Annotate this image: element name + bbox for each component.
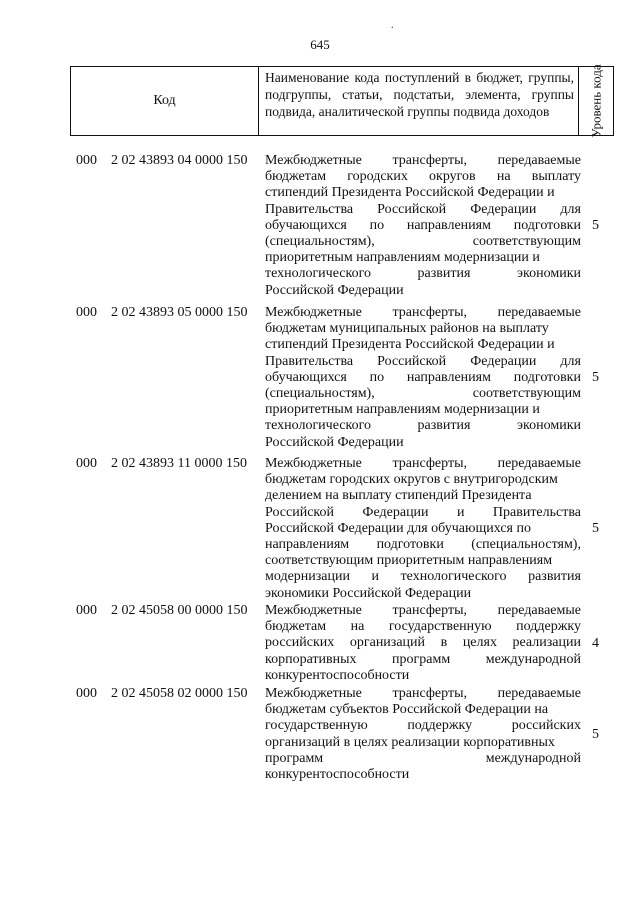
row-prefix: 000 (76, 305, 97, 320)
row-code: 2 02 43893 05 0000 150 (111, 305, 248, 320)
row-level: 5 (592, 369, 599, 385)
header-level-cell (579, 64, 613, 138)
table-header (70, 66, 614, 136)
row-level: 5 (592, 217, 599, 233)
page-mark: . (391, 20, 394, 31)
row-code: 2 02 45058 00 0000 150 (111, 603, 248, 618)
row-prefix: 000 (76, 456, 97, 471)
header-level: Уровень кода (588, 64, 604, 138)
page-number: 645 (310, 37, 330, 52)
header-name: Наименование кода поступлений в бюджет, группы, подгруппы, статьи, подстатьи, элемента, группы подвида, аналитической группы подвида доходов (259, 67, 579, 135)
row-level: 5 (592, 726, 599, 742)
row-prefix: 000 (76, 153, 97, 168)
row-code: 2 02 45058 02 0000 150 (111, 686, 248, 701)
row-level: 4 (592, 635, 599, 651)
row-name: Межбюджетные трансферты, передаваемые бюджетам городских округов на выплату стипендий Президента Российской Федерации и Правительства Российской Федерации для обучающихся по направлениям подготовки (специальностям), соответствующим приоритетным направлениям модернизации и технологического развития экономики Российской Федерации (265, 153, 581, 298)
row-code: 2 02 43893 04 0000 150 (111, 153, 248, 168)
row-level: 5 (592, 520, 599, 536)
row-code: 2 02 43893 11 0000 150 (111, 456, 247, 471)
header-code: Код (71, 67, 259, 135)
row-prefix: 000 (76, 603, 97, 618)
row-name: Межбюджетные трансферты, передаваемые бюджетам на государственную поддержку российских организаций в целях реализации корпоративных программ международной конкурентоспособности (265, 603, 581, 683)
row-name: Межбюджетные трансферты, передаваемые бюджетам городских округов с внутригородским делением на выплату стипендий Президента Российской Федерации и Правительства Российской Федерации для обучающихся по направлениям подготовки (специальностям), соответствующим приоритетным направлениям модернизации и технологического развития экономики Российской Федерации (265, 456, 581, 601)
row-name: Межбюджетные трансферты, передаваемые бюджетам муниципальных районов на выплату стипендий Президента Российской Федерации и Правительства Российской Федерации для обучающихся по направлениям подготовки (специальностям), соответствующим приоритетным направлениям модернизации и технологического развития экономики Российской Федерации (265, 305, 581, 450)
row-prefix: 000 (76, 686, 97, 701)
row-name: Межбюджетные трансферты, передаваемые бюджетам субъектов Российской Федерации на государственную поддержку российских организаций в целях реализации корпоративных программ международной конкурентоспособности (265, 686, 581, 783)
